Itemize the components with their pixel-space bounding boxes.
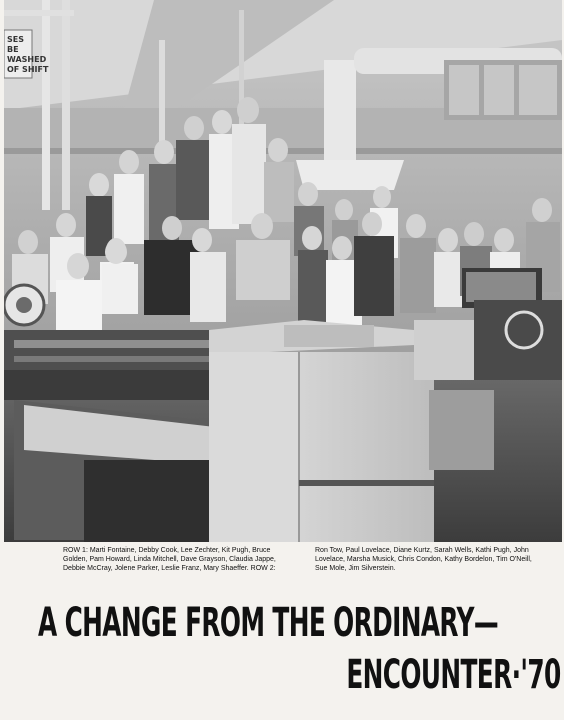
sign-line-2: BE xyxy=(7,45,19,54)
caption-right: Ron Tow, Paul Lovelace, Diane Kurtz, Sarah Wells, Kathi Pugh, John Lovelace, Marsha Musick, Chris Condon, Kathy Bordelon, Tim O'Neill, Sue Mole, Jim Silverstein. xyxy=(315,547,532,572)
sign-line-4: OF SHIFT xyxy=(7,65,49,74)
group-photo-illustration xyxy=(4,0,562,542)
headline-line-1: A CHANGE FROM THE ORDINARY— xyxy=(38,600,499,646)
group-photo xyxy=(4,0,562,542)
wooden-crate xyxy=(209,320,434,542)
caption-left: ROW 1: Marti Fontaine, Debby Cook, Lee Zechter, Kit Pugh, Bruce Golden, Pam Howard, Linda Mitchell, Dave Grayson, Claudia Jappe, Debbie McCray, Jolene Parker, Leslie Franz, Mary Shaeffer. ROW 2: xyxy=(63,547,276,572)
sign-line-3: WASHED xyxy=(7,55,47,64)
headline-line-2: ENCOUNTER·'70 xyxy=(346,652,561,698)
sign-line-1: SES xyxy=(7,35,24,44)
